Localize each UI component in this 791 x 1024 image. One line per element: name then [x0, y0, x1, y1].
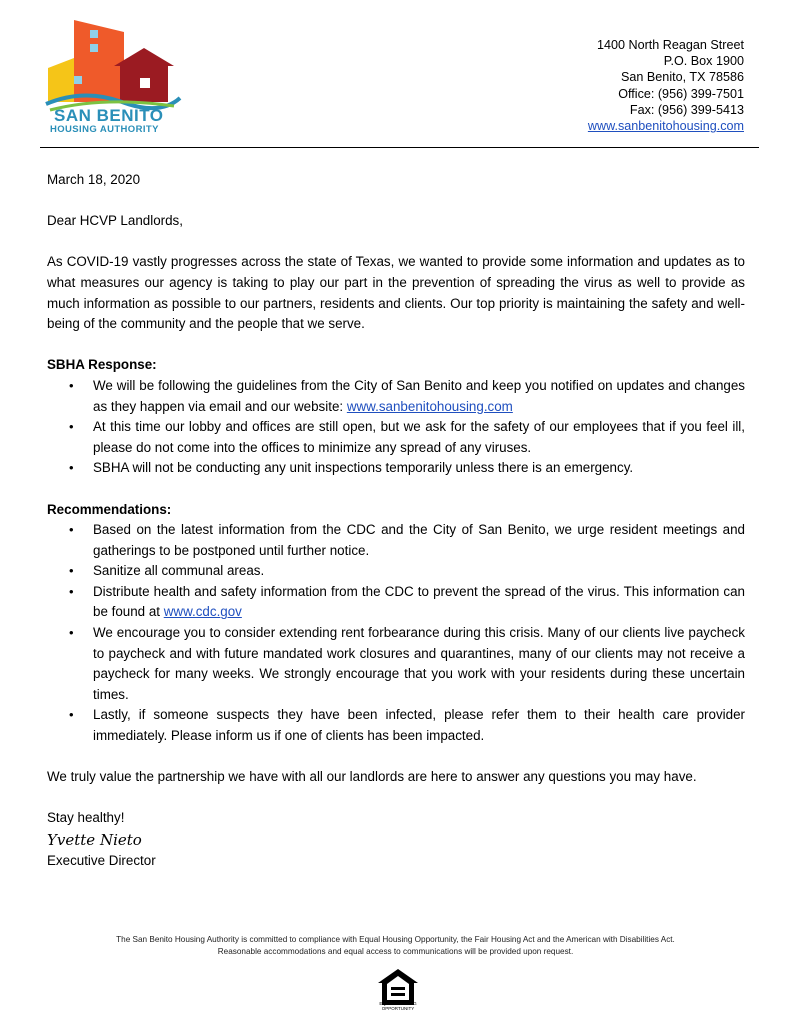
address-fax: Fax: (956) 399-5413: [629, 102, 744, 117]
list-item: [47, 417, 745, 458]
response-heading: SBHA Response:: [47, 357, 157, 373]
address-po-box: P.O. Box 1900: [663, 54, 744, 69]
bullet-icon: •: [69, 377, 74, 393]
list-item: [47, 623, 745, 705]
list-item: [47, 376, 745, 417]
bullet-icon: •: [69, 625, 74, 641]
response-item-1-text: We will be following the guidelines from the City of San Benito and keep you notified on updates and changes as they happen via email and our website:: [93, 377, 745, 414]
signer-title: Executive Director: [47, 853, 156, 868]
list-item: [47, 705, 745, 746]
bullet-icon: •: [69, 583, 74, 599]
recommendations-list: [47, 520, 745, 747]
logo-subtitle: HOUSING AUTHORITY: [50, 124, 159, 135]
address-street: 1400 North Reagan Street: [596, 38, 744, 52]
eho-caption: EQUAL HOUSING OPPORTUNITY: [379, 1001, 417, 1011]
sign-off: Stay healthy!: [47, 810, 125, 826]
sbha-website-link[interactable]: www.sanbenitohousing.com: [346, 398, 513, 414]
response-item-2-text: At this time our lobby and offices are still open, but we ask for the safety of our employees that if you feel ill, please do not come into the offices to minimize any spread of any viruses.: [93, 419, 745, 455]
recommendation-4-text: We encourage you to consider extending rent forbearance during this crisis. Many of our clients live paycheck to paycheck and with future mandated work closures and quarantines, many of our clients may not receive a paycheck for many weeks. We strongly encourage that you work with your residents during these uncertain times.: [93, 625, 745, 702]
logo-buildings-graphic: [44, 18, 184, 118]
bullet-icon: •: [69, 707, 74, 723]
bullet-icon: •: [69, 563, 74, 579]
footer-line-2: Reasonable accommodations and equal access to communications will be provided upon request.: [217, 946, 574, 956]
header-divider: [40, 147, 759, 148]
footer-notice: [60, 934, 731, 957]
sbha-logo: [44, 18, 184, 136]
address-office-phone: Office: (956) 399-7501: [618, 86, 744, 101]
address-block: [588, 37, 744, 134]
bullet-icon: •: [69, 460, 74, 476]
letter-salutation: Dear HCVP Landlords,: [47, 213, 183, 229]
list-item: [47, 520, 745, 561]
closing-paragraph: We truly value the partnership we have with all our landlords are here to answer any questions you may have.: [47, 769, 697, 785]
recommendation-3-text: Distribute health and safety information from the CDC to prevent the spread of the virus. This information can be found at: [93, 583, 745, 620]
response-list: [47, 376, 745, 479]
recommendation-1-text: Based on the latest information from the CDC and the City of San Benito, we urge resident meetings and gatherings to be postponed until further notice.: [93, 522, 745, 558]
letter-body: [47, 170, 745, 872]
bullet-icon: •: [69, 522, 74, 538]
list-item: [47, 458, 745, 479]
logo-title: SAN BENITO: [54, 106, 164, 125]
intro-paragraph: As COVID-19 vastly progresses across the state of Texas, we wanted to provide some information and updates as to what measures our agency is taking to play our part in the prevention of spreading the virus as well to provide as much information as possible to our partners, residents and clients. Our top priority is maintaining the safety and well-being of the community and the people that we serve.: [47, 254, 745, 332]
signature: Yvette Nieto: [47, 831, 142, 849]
recommendation-2-text: Sanitize all communal areas.: [93, 563, 265, 579]
response-item-3-text: SBHA will not be conducting any unit inspections temporarily unless there is an emergency.: [93, 460, 634, 476]
bullet-icon: •: [69, 419, 74, 435]
letter-date: March 18, 2020: [47, 172, 141, 187]
list-item: [47, 582, 745, 623]
list-item: [47, 561, 745, 582]
website-link[interactable]: www.sanbenitohousing.com: [587, 119, 744, 134]
cdc-website-link[interactable]: www.cdc.gov: [163, 604, 242, 620]
recommendation-5-text: Lastly, if someone suspects they have been infected, please refer them to their health care provider immediately. Please inform us if one of clients has been impacted.: [93, 707, 745, 744]
address-city: San Benito, TX 78586: [621, 70, 744, 85]
recommendations-heading: Recommendations:: [47, 501, 172, 517]
footer-line-1: The San Benito Housing Authority is committed to compliance with Equal Housing Opportunity, the Fair Housing Act and the American with Disabilities Act.: [116, 935, 675, 944]
